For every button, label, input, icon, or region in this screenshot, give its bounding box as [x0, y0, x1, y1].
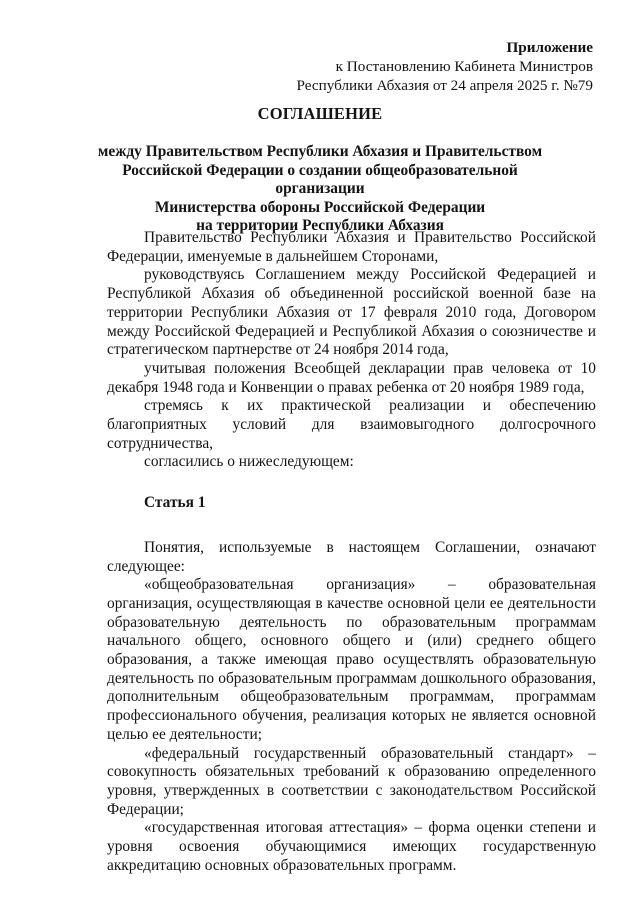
preamble-p4-line-2: [107, 416, 596, 435]
word: и: [482, 397, 491, 415]
word: стремясь: [144, 397, 203, 415]
word: их: [247, 397, 264, 415]
subtitle-line-2: Российской Федерации о создании общеобразовательной организации: [122, 161, 518, 197]
preamble-p4-line-1: [107, 397, 596, 416]
word: долгосрочного: [499, 416, 596, 434]
document-title: СОГЛАШЕНИЕ: [257, 104, 383, 123]
article-heading: Статья 1: [144, 494, 206, 512]
preamble-paragraph-1: Правительство Республики Абхазия и Правительство Российской Федерации, именуемые в дальнейшем Сторонами,: [107, 229, 596, 265]
document-body: [107, 229, 596, 876]
appendix-header: [296, 38, 593, 95]
preamble-paragraph-5: согласились о нижеследующем:: [144, 453, 354, 471]
document-subtitle: [90, 143, 550, 236]
article-intro: Понятия, используемые в настоящем Соглашении, означают следующее:: [107, 538, 596, 575]
word: условий: [232, 416, 287, 434]
preamble-p4-line-3: сотрудничества,: [107, 434, 214, 452]
word: для: [311, 416, 335, 434]
appendix-line-2: Республики Абхазия от 24 апреля 2025 г. №79: [296, 77, 593, 94]
subtitle-line-3: Министерства обороны Российской Федерации: [154, 198, 486, 216]
word: взаимовыгодного: [360, 416, 475, 434]
definition-federal-standard: «федеральный государственный образовательный стандарт» – совокупность обязательных требований к образованию определенного уровня, утвержденных в соответствии с законодательством Российской Федерации;: [107, 744, 596, 818]
preamble-paragraph-2: руководствуясь Соглашением между Российской Федерацией и Республикой Абхазия об объединенной российской военной базе на территории Республики Абхазия от 17 февраля 2010 года, Договором между Российской Федерацией и Республикой Абхазия о союзничестве и стратегическом партнерстве от 24 ноября 2014 года,: [107, 266, 596, 359]
subtitle-line-4: на территории Республики Абхазия: [196, 217, 444, 234]
word: обеспечению: [509, 397, 596, 415]
appendix-title: Приложение: [506, 39, 593, 56]
subtitle-line-1: между Правительством Республики Абхазия и Правительством: [97, 143, 543, 160]
preamble-paragraph-3: учитывая положения Всеобщей декларации прав человека от 10 декабря 1948 года и Конвенции о правах ребенка от 20 ноября 1989 года,: [107, 359, 596, 396]
definition-final-attestation: «государственная итоговая аттестация» – форма оценки степени и уровня освоения обучающимися имеющих государственную аккредитацию основных образовательных программ.: [107, 819, 596, 874]
appendix-line-1: к Постановлению Кабинета Министров: [335, 58, 593, 75]
preamble-paragraph-4: [107, 397, 596, 453]
word: благоприятных: [107, 416, 207, 434]
word: к: [221, 397, 229, 415]
definition-general-education-org: «общеобразовательная организация» – образовательная организация, осуществляющая в качестве основной цели ее деятельности образовательную деятельность по образовательным программам начального общего, основного общего и (или) среднего общего образования, а также имеющая право осуществлять образовательную деятельность по образовательным программам дошкольного образования, дополнительным общеобразовательным программам, программам профессионального обучения, реализация которых не является основной целью ее деятельности;: [107, 576, 596, 743]
word: реализации: [389, 397, 465, 415]
word: практической: [281, 397, 371, 415]
